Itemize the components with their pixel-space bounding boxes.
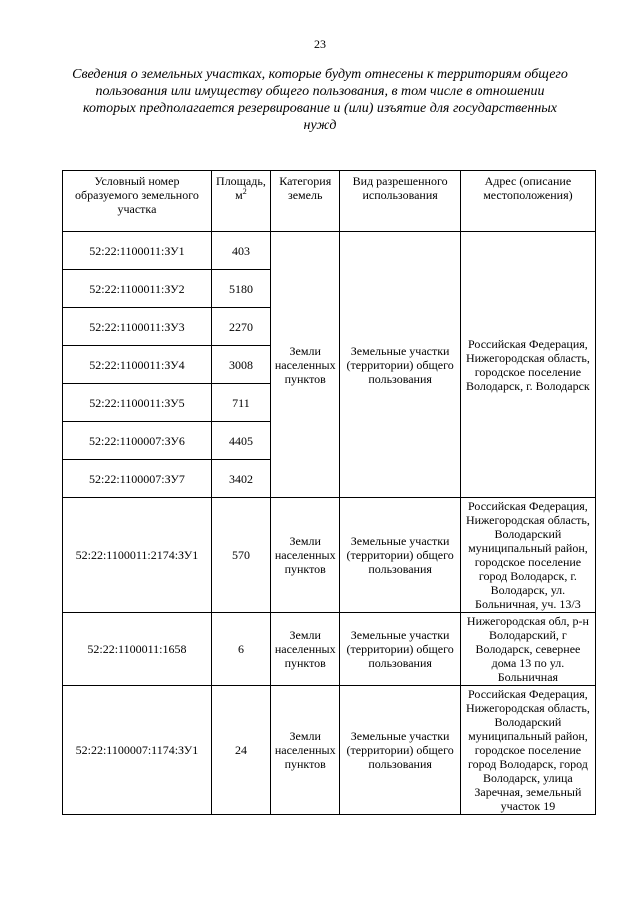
parcel-id-cell: 52:22:1100011:2174:ЗУ1	[63, 498, 212, 613]
area-cell: 24	[211, 686, 270, 815]
page-number: 23	[314, 37, 326, 51]
area-cell: 5180	[211, 270, 270, 308]
parcel-id-cell: 52:22:1100011:ЗУ2	[63, 270, 212, 308]
address-cell: Нижегородская обл, р-н Володарский, г Володарск, севернее дома 13 по ул. Больничная	[460, 613, 595, 686]
area-cell: 403	[211, 232, 270, 270]
land-parcels-table	[62, 170, 596, 815]
header-address: Адрес (описание местоположения)	[460, 171, 595, 232]
table-row	[63, 498, 596, 613]
table-header-row	[63, 171, 596, 232]
use-cell: Земельные участки (территории) общего пользования	[340, 613, 460, 686]
parcel-id-cell: 52:22:1100007:1174:ЗУ1	[63, 686, 212, 815]
area-cell: 3008	[211, 346, 270, 384]
parcel-id-cell: 52:22:1100011:ЗУ1	[63, 232, 212, 270]
table-row	[63, 686, 596, 815]
parcel-id-cell: 52:22:1100011:ЗУ5	[63, 384, 212, 422]
use-cell: Земельные участки (территории) общего пользования	[340, 498, 460, 613]
address-cell: Российская Федерация, Нижегородская область, Володарский муниципальный район, городское поселение город Володарск, г. Володарск, ул. Больничная, уч. 13/3	[460, 498, 595, 613]
table-row	[63, 232, 596, 270]
area-cell: 570	[211, 498, 270, 613]
area-cell: 6	[211, 613, 270, 686]
header-parcel-id: Условный номер образуемого земельного участка	[63, 171, 212, 232]
section-heading: Сведения о земельных участках, которые будут отнесены к территориям общего пользования или имуществу общего пользования, в том числе в отношении которых предполагается резервирование и (или) изъятие для государственных нужд	[72, 67, 568, 133]
category-cell: Земли населенных пунктов	[271, 613, 340, 686]
header-area	[211, 171, 270, 232]
parcel-id-cell: 52:22:1100007:ЗУ6	[63, 422, 212, 460]
category-cell: Земли населенных пунктов	[271, 686, 340, 815]
area-cell: 2270	[211, 308, 270, 346]
category-cell: Земли населенных пунктов	[271, 498, 340, 613]
area-cell: 4405	[211, 422, 270, 460]
use-cell-merged: Земельные участки (территории) общего пользования	[340, 232, 460, 498]
address-cell: Российская Федерация, Нижегородская область, Володарский муниципальный район, городское поселение город Володарск, город Володарск, улица Заречная, земельный участок 19	[460, 686, 595, 815]
table-row	[63, 613, 596, 686]
parcel-id-cell: 52:22:1100007:ЗУ7	[63, 460, 212, 498]
area-cell: 711	[211, 384, 270, 422]
address-cell-merged: Российская Федерация, Нижегородская область, городское поселение Володарск, г. Володарск	[460, 232, 595, 498]
category-cell-merged: Земли населенных пунктов	[271, 232, 340, 498]
header-category: Категория земель	[271, 171, 340, 232]
parcel-id-cell: 52:22:1100011:ЗУ4	[63, 346, 212, 384]
parcel-id-cell: 52:22:1100011:1658	[63, 613, 212, 686]
parcel-id-cell: 52:22:1100011:ЗУ3	[63, 308, 212, 346]
area-cell: 3402	[211, 460, 270, 498]
header-area-label: Площадь, м	[216, 174, 266, 202]
use-cell: Земельные участки (территории) общего пользования	[340, 686, 460, 815]
header-use: Вид разрешенного использования	[340, 171, 460, 232]
header-area-unit-sup: 2	[242, 187, 247, 196]
